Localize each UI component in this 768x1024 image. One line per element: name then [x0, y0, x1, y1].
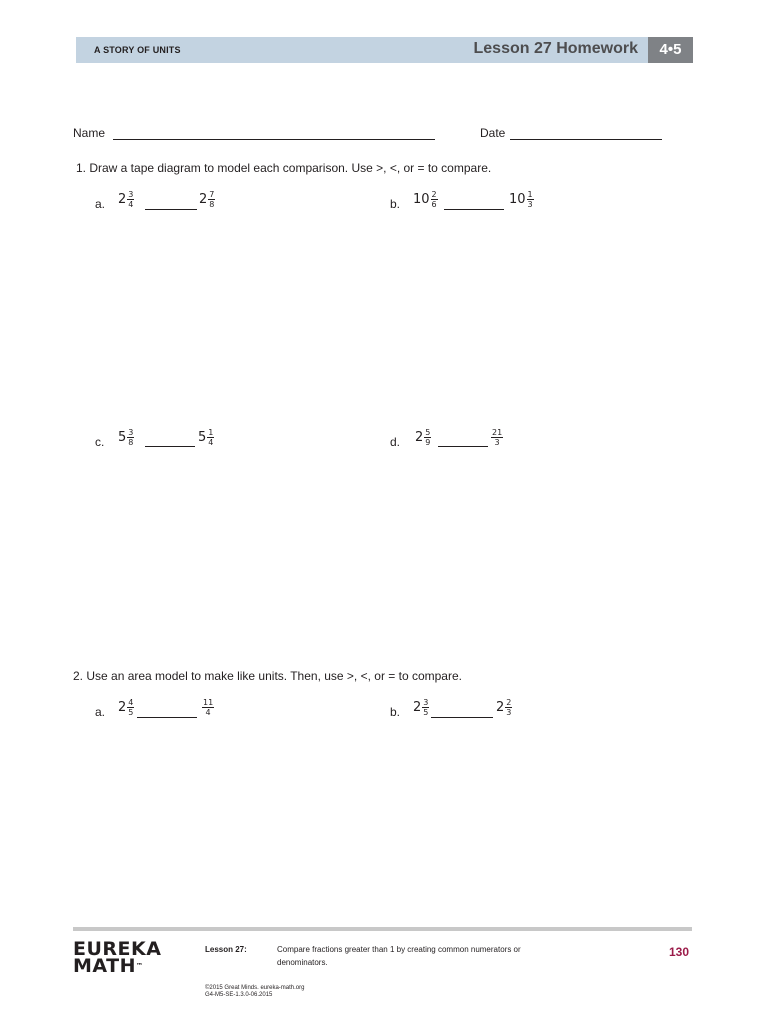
- trademark-symbol: ™: [136, 962, 144, 970]
- numerator: 3: [423, 698, 429, 707]
- denominator: 4: [208, 438, 214, 447]
- whole-part: 5: [198, 430, 207, 445]
- fraction: [527, 190, 534, 209]
- whole-part: 2: [415, 430, 424, 445]
- denominator: 8: [209, 200, 215, 209]
- fraction: [431, 190, 438, 209]
- q1b-left-number: [413, 190, 438, 209]
- q2b-left-number: [413, 698, 429, 717]
- denominator: 5: [128, 708, 134, 717]
- numerator: 11: [203, 698, 214, 707]
- q1a-left-number: [118, 190, 134, 209]
- footer-divider: [73, 927, 692, 931]
- denominator: 3: [506, 708, 512, 717]
- whole-part: 10: [413, 192, 430, 207]
- fraction: [422, 698, 429, 717]
- numerator: 4: [128, 698, 134, 707]
- q2a-right-number: [201, 698, 214, 717]
- q1d-right-number: [490, 428, 503, 447]
- q1c-answer-blank[interactable]: [145, 446, 195, 447]
- q1c-label: c.: [95, 435, 105, 449]
- fraction: [424, 428, 431, 447]
- numerator: 7: [209, 190, 215, 199]
- footer-lesson-description-line-1: Compare fractions greater than 1 by creating common numerators or: [277, 945, 521, 954]
- q1a-label: a.: [95, 197, 106, 211]
- document-code: G4-M5-SE-1.3.0-06.2015: [205, 992, 273, 998]
- denominator: 3: [527, 200, 533, 209]
- denominator: 3: [494, 438, 500, 447]
- denominator: 9: [425, 438, 431, 447]
- logo-line-2: MATH: [73, 955, 136, 977]
- whole-part: 2: [496, 700, 505, 715]
- numerator: 3: [128, 190, 134, 199]
- numerator: 5: [425, 428, 431, 437]
- q1d-label: d.: [390, 435, 401, 449]
- fraction: [202, 698, 214, 717]
- whole-part: 10: [509, 192, 526, 207]
- q2a-left-number: [118, 698, 134, 717]
- q1d-answer-blank[interactable]: [438, 446, 488, 447]
- fraction: [127, 698, 134, 717]
- date-field[interactable]: [510, 139, 662, 140]
- question-1-prompt: 1. Draw a tape diagram to model each comparison. Use >, <, or = to compare.: [76, 161, 492, 175]
- eureka-math-logo: [73, 938, 162, 977]
- numerator: 3: [128, 428, 134, 437]
- fraction: [491, 428, 503, 447]
- q1b-answer-blank[interactable]: [444, 209, 504, 210]
- name-label: Name: [73, 126, 106, 140]
- q1a-answer-blank[interactable]: [145, 209, 197, 210]
- q1c-left-number: [118, 428, 134, 447]
- grade-module-badge: 4•5: [648, 37, 693, 63]
- whole-part: 2: [118, 700, 127, 715]
- fraction: [127, 190, 134, 209]
- name-field[interactable]: [113, 139, 435, 140]
- q1b-label: b.: [390, 197, 401, 211]
- fraction: [208, 190, 215, 209]
- q2b-label: b.: [390, 705, 401, 719]
- numerator: 1: [208, 428, 214, 437]
- fraction: [127, 428, 134, 447]
- footer-lesson-description-line-2: denominators.: [277, 958, 328, 967]
- q2b-right-number: [496, 698, 512, 717]
- fraction: [207, 428, 214, 447]
- numerator: 2: [431, 190, 437, 199]
- fraction: [505, 698, 512, 717]
- whole-part: 2: [199, 192, 208, 207]
- q2b-answer-blank[interactable]: [431, 717, 493, 718]
- lesson-title: Lesson 27 Homework: [473, 40, 638, 57]
- q2a-label: a.: [95, 705, 106, 719]
- denominator: 5: [423, 708, 429, 717]
- whole-part: 2: [118, 192, 127, 207]
- whole-part: 5: [118, 430, 127, 445]
- denominator: 4: [128, 200, 134, 209]
- page-header: [76, 37, 693, 63]
- denominator: 4: [205, 708, 211, 717]
- series-title: A STORY OF UNITS: [94, 45, 181, 55]
- q2a-answer-blank[interactable]: [137, 717, 197, 718]
- footer-lesson-label: Lesson 27:: [205, 945, 247, 954]
- numerator: 21: [492, 428, 503, 437]
- q1d-left-number: [415, 428, 431, 447]
- whole-part: 2: [413, 700, 422, 715]
- denominator: 8: [128, 438, 134, 447]
- question-2-prompt: 2. Use an area model to make like units. Then, use >, <, or = to compare.: [73, 669, 462, 683]
- numerator: 1: [527, 190, 533, 199]
- q1b-right-number: [509, 190, 534, 209]
- copyright-notice: ©2015 Great Minds. eureka-math.org: [205, 985, 305, 991]
- logo-line-1: EUREKA: [73, 938, 162, 960]
- denominator: 6: [431, 200, 437, 209]
- q1a-right-number: [199, 190, 215, 209]
- q1c-right-number: [198, 428, 214, 447]
- page-number: 130: [669, 945, 690, 959]
- numerator: 2: [506, 698, 512, 707]
- date-label: Date: [480, 126, 506, 140]
